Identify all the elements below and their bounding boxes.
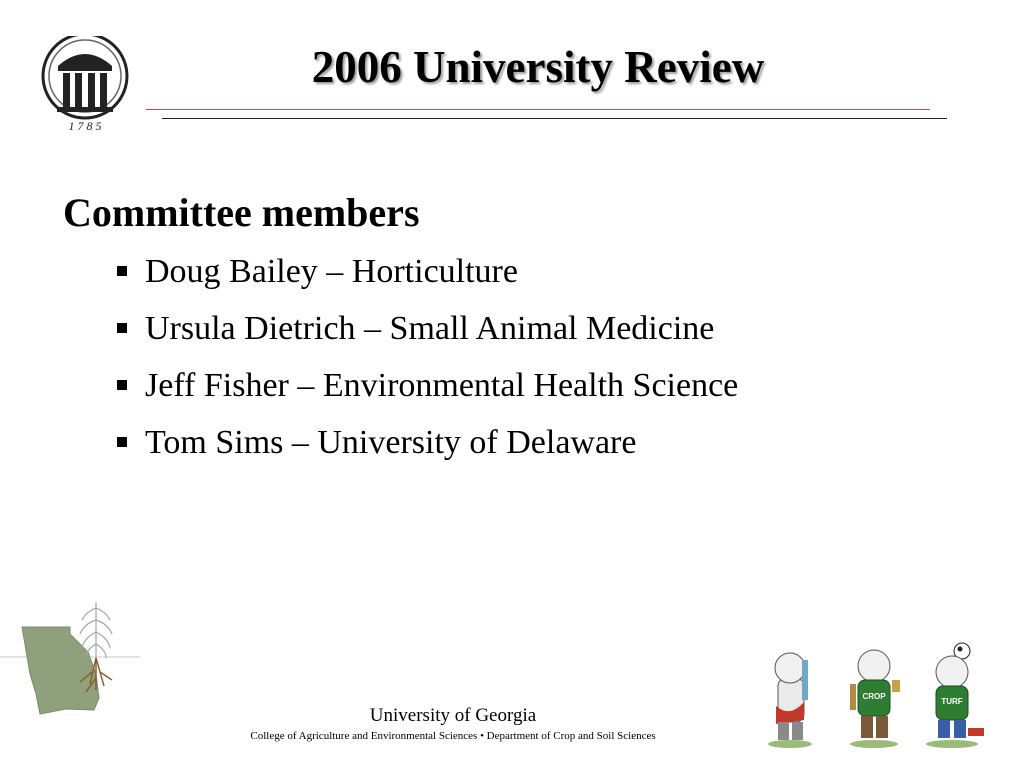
member-text: Ursula Dietrich – Small Animal Medicine (145, 310, 715, 347)
bulldog-mascots-illustration (762, 640, 988, 750)
bulldog-mascot-2 (850, 650, 900, 748)
list-item (116, 252, 738, 292)
bulldog-mascot-1 (768, 653, 812, 748)
member-text: Doug Bailey – Horticulture (145, 253, 518, 290)
slide-title: 2006 University Review (311, 42, 765, 92)
footer-university: University of Georgia (369, 705, 537, 726)
member-text: Tom Sims – University of Delaware (145, 424, 637, 461)
square-bullet-icon (117, 380, 127, 390)
square-bullet-icon (117, 266, 127, 276)
member-text: Jeff Fisher – Environmental Health Science (145, 367, 739, 404)
university-arch-logo (38, 36, 134, 136)
list-item (116, 423, 738, 463)
committee-member-list (116, 252, 738, 480)
committee-heading: Committee members (63, 190, 420, 235)
footer-college-department: College of Agriculture and Environmental Sciences • Department of Crop and Soil Sciences (250, 730, 656, 742)
logo-year-text: 1 7 8 5 (68, 119, 102, 133)
title-underline-red (146, 109, 930, 110)
title-underline-dark (162, 118, 947, 119)
list-item (116, 309, 738, 349)
list-item (116, 366, 738, 406)
bulldog-mascot-3 (926, 643, 984, 748)
shirt-label-turf: TURF (941, 697, 963, 706)
shirt-label-crop: CROP (862, 692, 886, 701)
square-bullet-icon (117, 437, 127, 447)
square-bullet-icon (117, 323, 127, 333)
